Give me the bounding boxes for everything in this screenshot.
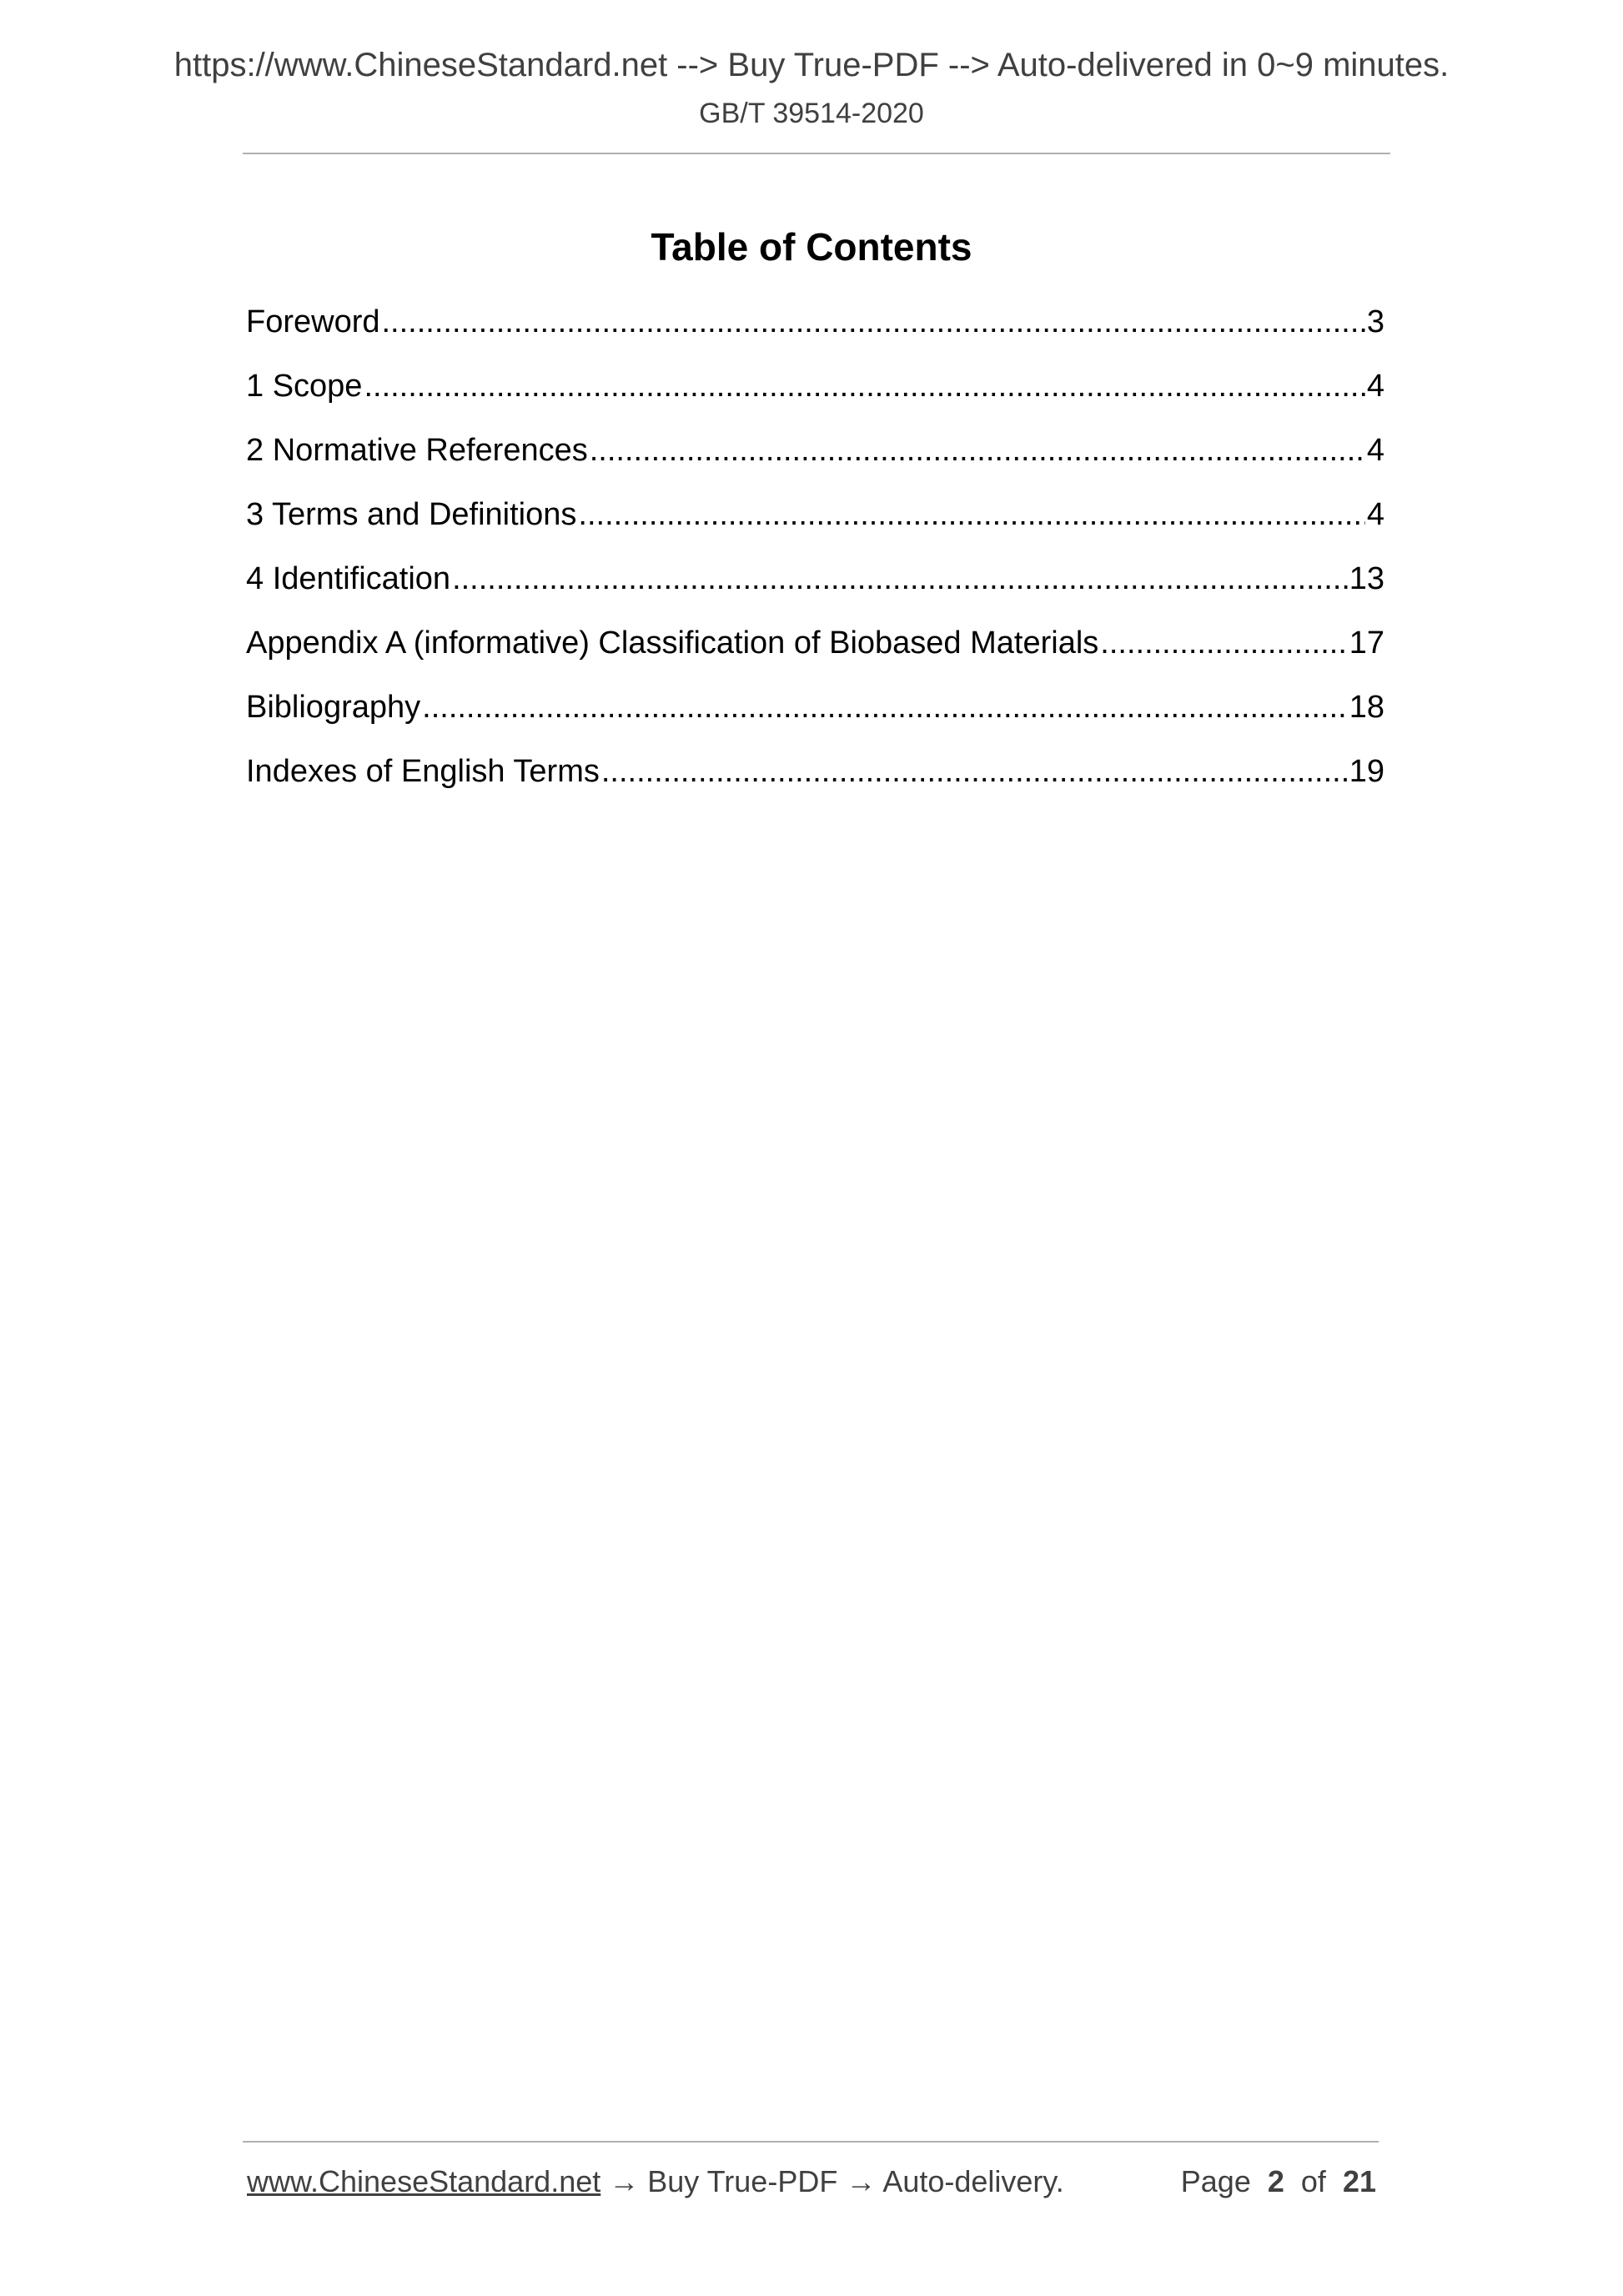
toc-entry-page: 17 <box>1349 625 1384 661</box>
page-word: Page <box>1180 2164 1251 2198</box>
toc-entry-terms-definitions[interactable] <box>246 490 1384 554</box>
toc-dot-leader <box>1100 618 1347 668</box>
toc-entry-label: 4 Identification <box>246 561 451 596</box>
table-of-contents <box>246 297 1384 811</box>
toc-dot-leader <box>422 682 1348 732</box>
toc-entry-label: Indexes of English Terms <box>246 754 600 789</box>
toc-entry-page: 4 <box>1366 497 1384 532</box>
toc-dot-leader <box>452 554 1348 604</box>
page-number <box>1181 2162 1376 2202</box>
page-total: 21 <box>1342 2164 1376 2198</box>
header-url-line: https://www.ChineseStandard.net --> Buy True-PDF --> Auto-delivered in 0~9 minutes. <box>173 47 1450 83</box>
toc-dot-leader <box>382 297 1365 347</box>
toc-entry-page: 4 <box>1366 433 1384 468</box>
toc-entry-label: 3 Terms and Definitions <box>246 497 577 532</box>
toc-entry-page: 13 <box>1349 561 1384 596</box>
toc-entry-appendix-a[interactable] <box>246 618 1384 682</box>
footer-divider <box>243 2141 1379 2143</box>
toc-entry-label: Foreword <box>246 304 380 339</box>
toc-entry-page: 3 <box>1366 304 1384 339</box>
toc-title: Table of Contents <box>651 225 972 269</box>
toc-dot-leader <box>590 425 1365 475</box>
toc-dot-leader <box>578 490 1364 540</box>
footer-site-link[interactable]: www.ChineseStandard.net <box>247 2164 601 2198</box>
header-divider <box>243 153 1390 154</box>
toc-entry-scope[interactable] <box>246 361 1384 425</box>
page-current: 2 <box>1267 2164 1284 2198</box>
toc-entry-bibliography[interactable] <box>246 682 1384 746</box>
toc-entry-page: 4 <box>1366 369 1384 404</box>
toc-entry-label: Appendix A (informative) Classification of Biobased Materials <box>246 625 1099 661</box>
toc-entry-label: 1 Scope <box>246 369 363 404</box>
toc-entry-normative-references[interactable] <box>246 425 1384 490</box>
footer-tagline-text: → Buy True-PDF → Auto-delivery. <box>600 2164 1064 2198</box>
of-word: of <box>1300 2164 1326 2198</box>
toc-entry-identification[interactable] <box>246 554 1384 618</box>
toc-entry-foreword[interactable] <box>246 297 1384 361</box>
toc-entry-indexes[interactable] <box>246 746 1384 811</box>
standard-code: GB/T 39514-2020 <box>699 98 924 129</box>
toc-entry-label: Bibliography <box>246 690 421 725</box>
toc-entry-label: 2 Normative References <box>246 433 588 468</box>
toc-dot-leader <box>364 361 1364 411</box>
footer-tagline <box>247 2162 1064 2202</box>
toc-dot-leader <box>601 746 1348 796</box>
toc-entry-page: 18 <box>1349 690 1384 725</box>
toc-entry-page: 19 <box>1349 754 1384 789</box>
